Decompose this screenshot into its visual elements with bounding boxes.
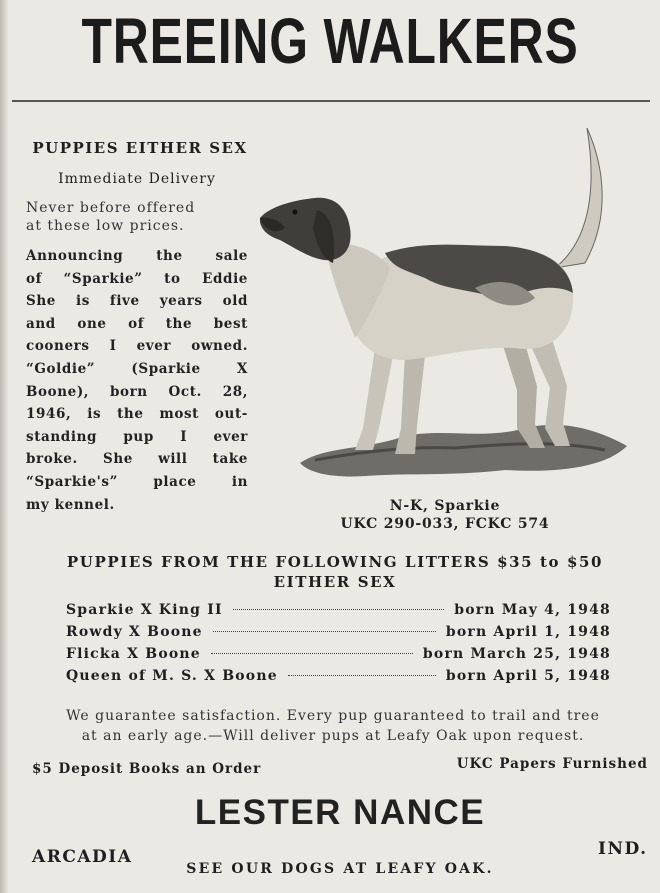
- announcement-line: and one of the best: [26, 315, 248, 332]
- litter-born: born March 25, 1948: [422, 646, 611, 662]
- deposit-text: $5 Deposit Books an Order: [32, 761, 262, 777]
- litter-born: born April 1, 1948: [445, 624, 611, 640]
- puppies-heading: PUPPIES EITHER SEX: [32, 139, 248, 157]
- leader-dots: [288, 675, 436, 676]
- headline: TREEING WALKERS: [81, 5, 579, 77]
- announcement-line: Boone), born Oct. 28,: [26, 383, 248, 400]
- photo-caption: [330, 497, 560, 533]
- announcement-line: broke. She will take: [26, 451, 248, 468]
- litters-heading-line-1: PUPPIES FROM THE FOLLOWING LITTERS $35 to $50: [66, 553, 604, 571]
- litter-cross: Sparkie X King II: [66, 602, 223, 618]
- guarantee-text: [28, 706, 638, 746]
- dog-photo: [255, 128, 635, 488]
- guarantee-line-2: at an early age.—Will deliver pups at Leafy Oak upon request.: [81, 728, 585, 744]
- left-column: [26, 140, 248, 516]
- announcement-line: “Sparkie's” place in: [26, 473, 248, 490]
- papers-text: UKC Papers Furnished: [456, 756, 648, 772]
- announcement-line: of “Sparkie” to Eddie: [26, 270, 248, 287]
- litter-cross: Queen of M. S. X Boone: [66, 668, 278, 684]
- leader-dots: [233, 609, 444, 610]
- price-note: [26, 199, 248, 235]
- announcement-line: She is five years old: [26, 293, 248, 310]
- announcement-line: “Goldie” (Sparkie X: [26, 360, 248, 377]
- leader-dots: [213, 631, 436, 632]
- guarantee-line-1: We guarantee satisfaction. Every pup guaranteed to trail and tree: [66, 708, 600, 724]
- delivery-text: Immediate Delivery: [58, 171, 216, 187]
- litters-heading: [40, 552, 630, 592]
- litter-row: [66, 646, 611, 668]
- leader-dots: [211, 653, 413, 654]
- announcement-paragraph: [26, 245, 248, 516]
- litter-cross: Flicka X Boone: [66, 646, 201, 662]
- price-note-line-1: Never before offered: [26, 200, 196, 216]
- seller-city: ARCADIA: [32, 847, 133, 867]
- litter-list: [66, 602, 611, 690]
- litter-row: [66, 624, 611, 646]
- litter-row: [66, 602, 611, 624]
- litter-row: [66, 668, 611, 690]
- seller-state: IND.: [598, 839, 648, 859]
- dog-name: N-K, Sparkie: [389, 498, 501, 514]
- litter-cross: Rowdy X Boone: [66, 624, 203, 640]
- page-edge-shadow: [0, 0, 8, 893]
- announcement-line: my kennel.: [26, 496, 115, 513]
- headline-rule: [12, 100, 650, 102]
- litter-born: born April 5, 1948: [445, 668, 611, 684]
- dog-illustration: [255, 128, 635, 488]
- litter-born: born May 4, 1948: [454, 602, 611, 618]
- announcement-line: Announcing the sale: [26, 248, 248, 264]
- litters-heading-line-2: EITHER SEX: [273, 573, 397, 591]
- announcement-line: cooners I ever owned.: [26, 338, 248, 355]
- price-note-line-2: at these low prices.: [26, 218, 185, 234]
- announcement-line: 1946, is the most out-: [26, 406, 248, 423]
- dog-registration: UKC 290-033, FCKC 574: [340, 516, 550, 532]
- footer-text: SEE OUR DOGS AT LEAFY OAK.: [186, 861, 494, 877]
- seller-name: LESTER NANCE: [194, 793, 486, 832]
- announcement-line: standing pup I ever: [26, 428, 248, 445]
